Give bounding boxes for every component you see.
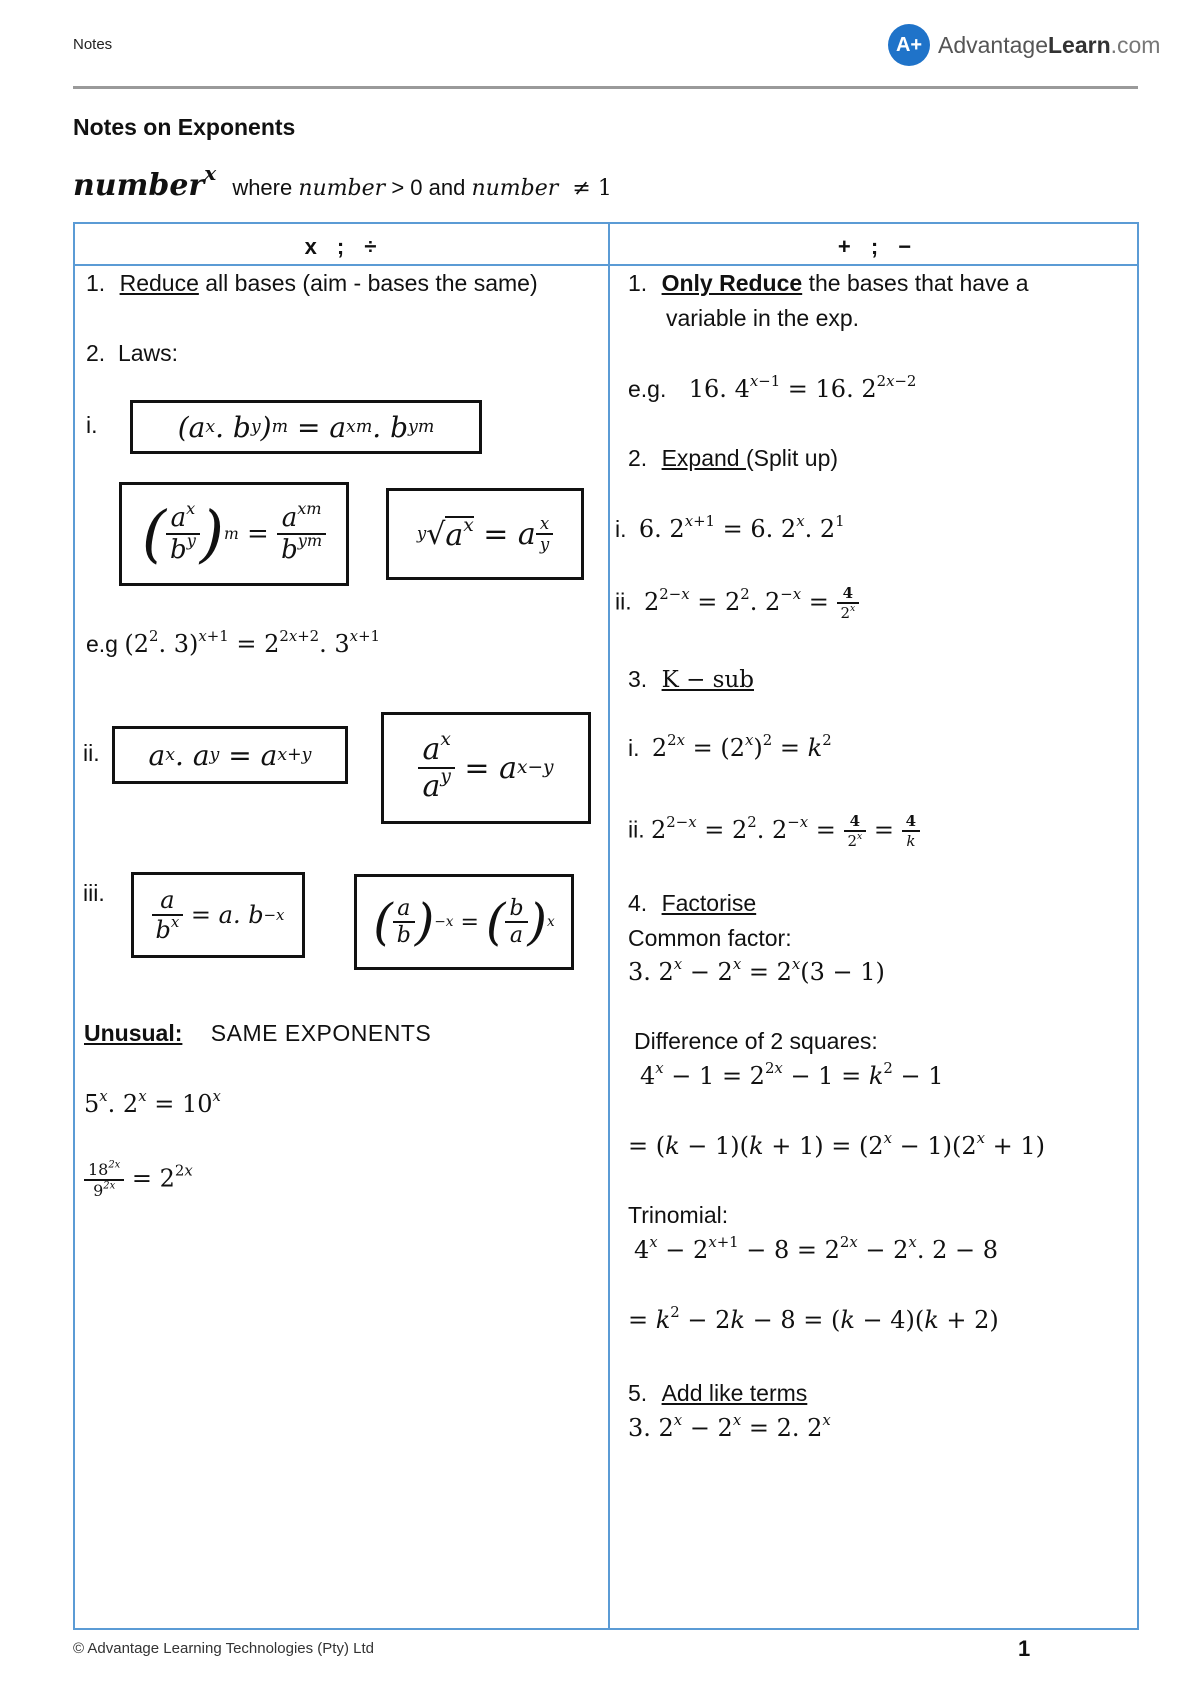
logo-badge-icon (888, 24, 930, 66)
right-item-1-line2: variable in the exp. (666, 305, 860, 331)
expand-example-2: ii. $2^{2-x} = 2^2$. $2^{-x}$ = $\frac{4}{2^x}$ (615, 584, 859, 622)
table-header-divider (73, 264, 1139, 266)
left-item-2: 2. Laws: (86, 340, 179, 366)
right-item-2-num: 2. (628, 445, 648, 471)
trinomial-label: Trinomial: (628, 1202, 729, 1228)
left-item-1-num: 1. (86, 270, 106, 296)
right-item-5 (628, 1380, 807, 1407)
trinomial-example-1: $4^x - 2^{x+1} - 8 = 2^{2x} - 2^x$. 2 − 8 (634, 1232, 998, 1264)
common-factor-label: Common factor: (628, 925, 792, 951)
unusual-label: Unusual: (84, 1020, 183, 1046)
law-power-of-quotient-box: ( $a^x$ $b^y$ ) m = $a^{xm}$ $b^{ym}$ (119, 482, 349, 586)
expand-example-1-label: i. (615, 516, 627, 542)
page-title: Notes on Exponents (73, 114, 296, 140)
condition-where: where (232, 175, 293, 200)
right-item-2 (628, 445, 838, 472)
condition-var1: number (298, 176, 386, 201)
law-reciprocal-box: ( a b ) −x = ( b a ) x (354, 874, 574, 970)
footer-page-number: 1 (1018, 1636, 1031, 1661)
condition-line (73, 161, 612, 203)
law-root-box: y √ $a^x$ = a x y (386, 488, 584, 580)
right-column-header: + ; − (837, 234, 912, 259)
ksub-example-1-label: i. (628, 735, 640, 761)
diff-squares-label: Difference of 2 squares: (634, 1028, 878, 1054)
like-terms-example: 3. $2^x - 2^x = 2$. 2$^x$ (628, 1410, 831, 1442)
right-example-label: e.g. (628, 376, 667, 402)
right-item-2-keyword: Expand (661, 445, 746, 471)
logo-badge: A+ (895, 33, 923, 56)
expand-example-2-label: ii. (615, 588, 632, 615)
roman-i: i. (86, 412, 98, 438)
expand-example-1: i. 6. $2^{x+1} = 6$. 2$^x$. $2^1$ (615, 511, 845, 543)
left-column-header: x ; ÷ (304, 234, 377, 259)
right-item-3-keyword: K − sub (661, 667, 754, 693)
roman-iii: iii. (83, 880, 105, 906)
common-factor-example: 3. $2^x - 2^x = 2^x(3 - 1)$ (628, 954, 885, 986)
left-item-1-keyword: Reduce (119, 270, 199, 296)
unusual-heading (84, 1020, 431, 1047)
diff-squares-example-1: $4^x - 1 = 2^{2x} - 1 = k^2 - 1$ (640, 1058, 944, 1090)
ksub-example-2-label: ii. (628, 816, 645, 843)
right-item-5-num: 5. (628, 1380, 648, 1406)
right-item-5-keyword: Add like terms (661, 1380, 808, 1406)
right-item-1 (628, 270, 1029, 297)
left-example: e.g ($2^2$. $3)^{x+1} = 2^{2x+2}$. $3^{x+1}$ (86, 626, 380, 658)
unusual-example-1: 5$^x$. $2^x = 10^x$ (84, 1086, 221, 1118)
header-divider (73, 86, 1138, 89)
diff-squares-example-2: = $(k - 1)(k + 1) = (2^x - 1)(2^x + 1)$ (628, 1128, 1045, 1160)
right-item-4 (628, 890, 756, 917)
logo-text-1: Advantage (938, 31, 1048, 58)
ksub-example-1: i. $2^{2x} = (2^x)^2 = k^2$ (628, 730, 832, 762)
right-item-3 (628, 666, 754, 693)
right-item-2-text: (Split up) (745, 445, 839, 471)
logo-text-3: .com (1110, 31, 1161, 58)
unusual-text: SAME EXPONENTS (210, 1020, 432, 1046)
right-item-1-keyword: Only Reduce (661, 270, 803, 296)
unusual-example-2: $\frac{18^{2x}}{9^{2x}}$ = $2^{2x}$ (84, 1160, 193, 1200)
condition-base: number (73, 168, 205, 203)
left-item-1 (86, 270, 538, 297)
footer-copyright: © Advantage Learning Technologies (Pty) Ltd (73, 1640, 374, 1657)
table-column-divider (608, 222, 610, 1630)
condition-var2: number (471, 176, 559, 201)
left-example-label: e.g (86, 631, 118, 657)
roman-ii: ii. (83, 740, 100, 766)
law-quotient-box: $a^x$ $a^y$ = a x−y (381, 712, 591, 824)
right-item-1-text: the bases that have a (802, 270, 1029, 296)
ksub-example-2: ii. $2^{2-x} = 2^2$. $2^{-x}$ = $\frac{4}{2^x}$ = $\frac{4}{k}$ (628, 812, 920, 850)
logo-text-2: Learn (1047, 31, 1111, 58)
right-example: e.g. 16. $4^{x-1} = 16$. $2^{2x-2}$ (628, 371, 917, 403)
condition-exp: x (204, 161, 217, 185)
law-power-of-product-box: (a x . b y ) m = a xm . b ym (130, 400, 482, 454)
condition-rel1: > 0 and (391, 175, 466, 200)
law-product-box: a x . a y = a x+y (112, 726, 348, 784)
right-item-4-num: 4. (628, 890, 648, 916)
header-label: Notes (73, 36, 113, 53)
logo (888, 24, 1160, 66)
trinomial-example-2: = $k^2 - 2k - 8 = (k - 4)(k + 2)$ (628, 1302, 999, 1334)
right-item-1-num: 1. (628, 270, 648, 296)
law-negative-exponent-box: a $b^x$ = a. b −x (131, 872, 305, 958)
left-item-1-text: all bases (aim - bases the same) (198, 270, 538, 296)
condition-rel2: ≠ 1 (572, 176, 612, 201)
right-item-3-num: 3. (628, 666, 648, 692)
right-item-4-keyword: Factorise (661, 890, 757, 916)
